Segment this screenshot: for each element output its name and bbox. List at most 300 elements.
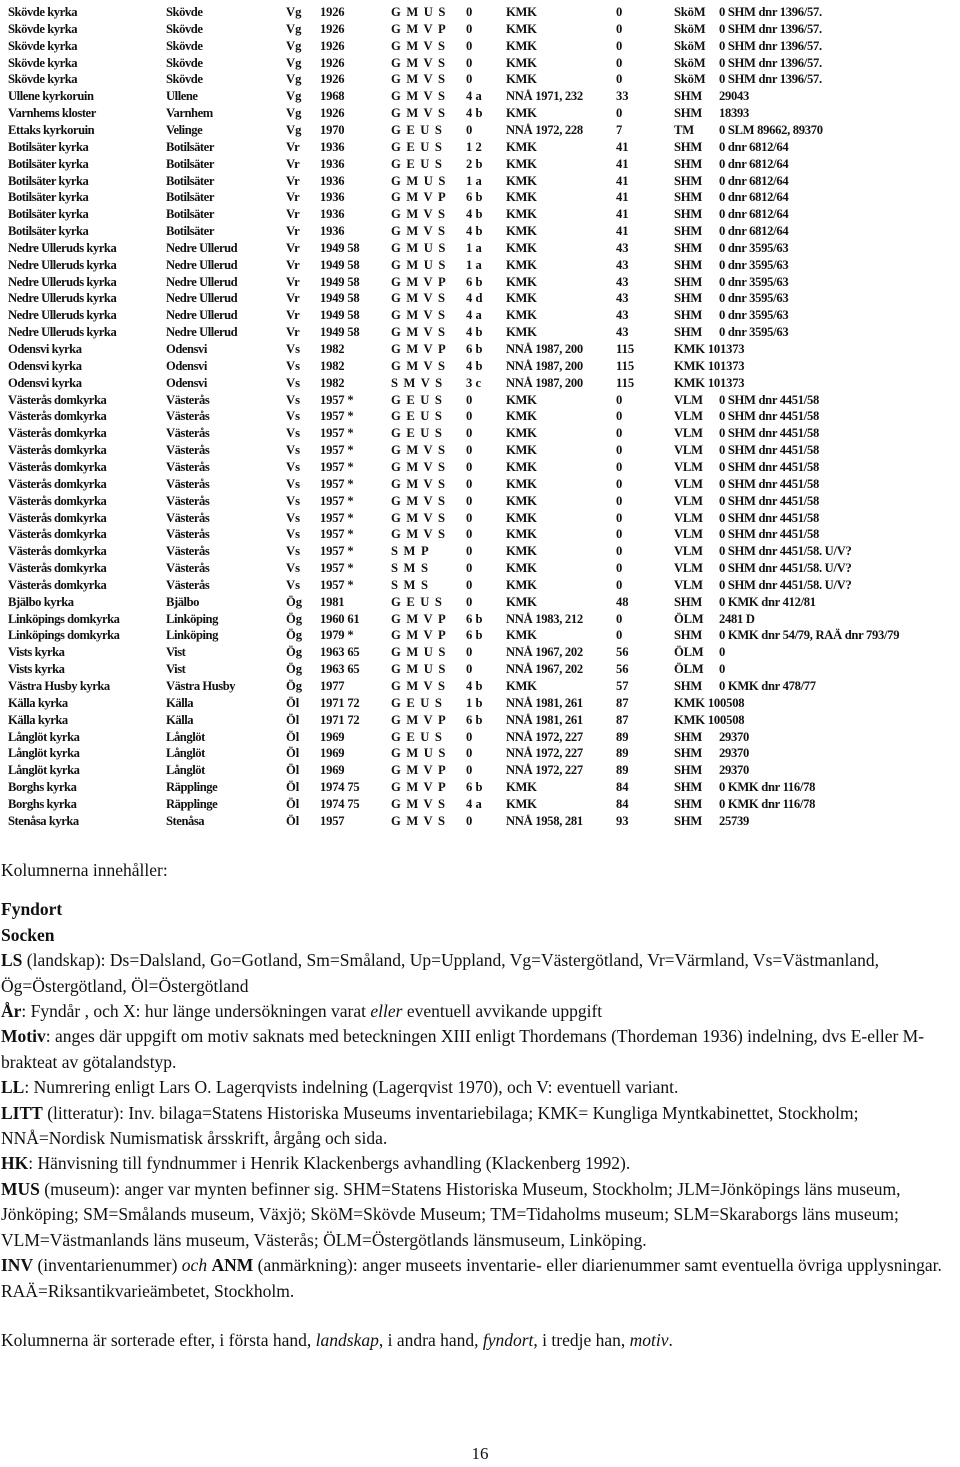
cell-inv: 0 SHM dnr 4451/58 [719, 510, 819, 525]
cell-ar: 1936 [320, 190, 345, 205]
cell-fyndort: Varnhems kloster [8, 106, 96, 121]
cell-ll: 0 [466, 662, 473, 677]
cell-motiv: G M V P [391, 21, 447, 36]
cell-landskap: Ög [286, 662, 303, 677]
cell-motiv: G M V P [391, 342, 447, 356]
cell-inv: 0 SHM dnr 4451/58. U/V? [719, 577, 852, 592]
cell-mus: VLM [674, 561, 703, 576]
cell-hk: 0 [616, 577, 623, 592]
cell-hk: 0 [616, 426, 623, 441]
cell-ar: 1969 [320, 763, 345, 778]
cell-mus: SHM [674, 106, 703, 121]
cell-hk: 33 [616, 89, 629, 104]
cell-socken: Skövde [166, 55, 203, 70]
cell-mus: SHM [674, 594, 703, 609]
cell-hk: 41 [616, 173, 629, 188]
cell-inv: 0 dnr 6812/64 [719, 139, 789, 154]
cell-litt: NNÅ 1972, 227 [506, 729, 583, 744]
cell-litt: KMK [506, 577, 537, 592]
cell-socken: Ullene [166, 89, 198, 104]
cell-motiv: G M U S [391, 662, 447, 677]
cell-hk: 41 [616, 224, 629, 239]
cell-landskap: Vs [286, 375, 300, 390]
cell-motiv: G M V S [391, 493, 447, 508]
cell-socken: Vist [166, 662, 186, 677]
legend-hk: HK: Hänvisning till fyndnummer i Henrik Klackenbergs avhandling (Klackenberg 1992). [1, 1153, 631, 1174]
cell-ll: 6 b [466, 342, 483, 356]
cell-ar: 1971 72 [320, 712, 360, 727]
cell-landskap: Vr [286, 240, 300, 255]
cell-mus: SHM [674, 89, 703, 104]
cell-fyndort: Västra Husby kyrka [8, 679, 110, 693]
cell-ll: 0 [466, 38, 473, 53]
cell-inv: 0 dnr 6812/64 [719, 190, 789, 205]
cell-inv: 0 SHM dnr 1396/57. [719, 38, 822, 53]
cell-ar: 1979 * [320, 628, 354, 643]
table-row [8, 425, 960, 442]
table-row [8, 189, 960, 206]
cell-motiv: G M V S [391, 291, 447, 306]
cell-mus: SHM [674, 173, 703, 188]
cell-socken: Räpplinge [166, 780, 218, 795]
cell-mus: SHM [674, 291, 703, 306]
cell-ll: 1 2 [466, 139, 482, 154]
cell-motiv: S M S [391, 577, 430, 592]
cell-mus: KMK 100508 [674, 695, 745, 710]
cell-fyndort: Västerås domkyrka [8, 443, 107, 458]
cell-mus: SHM [674, 796, 703, 811]
cell-ll: 0 [466, 426, 473, 441]
cell-landskap: Vs [286, 577, 300, 592]
cell-mus: KMK 101373 [674, 375, 745, 390]
cell-socken: Nedre Ullerud [166, 291, 238, 306]
cell-fyndort: Odensvi kyrka [8, 358, 82, 373]
cell-socken: Nedre Ullerud [166, 325, 238, 340]
cell-motiv: G M U S [391, 257, 447, 272]
cell-litt: NNÅ 1981, 261 [506, 712, 583, 727]
cell-ll: 4 b [466, 325, 483, 340]
cell-litt: KMK [506, 476, 537, 491]
cell-landskap: Vg [286, 5, 302, 19]
cell-hk: 0 [616, 38, 623, 53]
table-row [8, 71, 960, 88]
cell-ll: 0 [466, 55, 473, 70]
cell-inv: 0 dnr 3595/63 [719, 274, 789, 289]
legend-sort-order: Kolumnerna är sorterade efter, i första hand, landskap, i andra hand, fyndort, i tredje han, motiv. [1, 1329, 673, 1350]
cell-hk: 84 [616, 796, 629, 811]
cell-landskap: Vr [286, 173, 300, 188]
cell-litt: NNÅ 1967, 202 [506, 645, 583, 660]
cell-landskap: Öl [286, 746, 300, 761]
cell-ar: 1949 58 [320, 240, 360, 255]
table-row [8, 729, 960, 746]
cell-mus: VLM [674, 476, 703, 491]
cell-mus: SHM [674, 240, 703, 255]
cell-ar: 1957 * [320, 561, 354, 576]
cell-fyndort: Stenåsa kyrka [8, 813, 79, 828]
cell-mus: KMK 101373 [674, 342, 745, 356]
cell-landskap: Vs [286, 493, 300, 508]
cell-ar: 1926 [320, 38, 345, 53]
cell-motiv: G M V S [391, 207, 447, 222]
cell-inv: 0 SHM dnr 4451/58. U/V? [719, 561, 852, 576]
cell-hk: 43 [616, 274, 629, 289]
table-row [8, 745, 960, 762]
cell-socken: Nedre Ullerud [166, 308, 238, 323]
table-row [8, 105, 960, 122]
cell-fyndort: Nedre Ulleruds kyrka [8, 325, 117, 340]
table-row [8, 139, 960, 156]
cell-socken: Västerås [166, 544, 210, 559]
table-row [8, 779, 960, 796]
cell-landskap: Vs [286, 544, 300, 559]
cell-motiv: G E U S [391, 409, 444, 424]
cell-mus: ÖLM [674, 662, 704, 677]
cell-fyndort: Botilsäter kyrka [8, 173, 89, 188]
cell-hk: 0 [616, 611, 623, 626]
cell-fyndort: Västerås domkyrka [8, 426, 107, 441]
cell-socken: Långlöt [166, 729, 205, 744]
cell-mus: VLM [674, 443, 703, 458]
cell-mus: VLM [674, 459, 703, 474]
cell-fyndort: Botilsäter kyrka [8, 207, 89, 222]
table-row [8, 274, 960, 291]
cell-socken: Skövde [166, 5, 203, 19]
cell-litt: KMK [506, 561, 537, 576]
cell-litt: KMK [506, 156, 537, 171]
cell-motiv: G M V S [391, 89, 447, 104]
cell-hk: 0 [616, 55, 623, 70]
cell-ar: 1957 * [320, 544, 354, 559]
cell-inv: 0 KMK dnr 412/81 [719, 594, 816, 609]
cell-litt: KMK [506, 459, 537, 474]
cell-litt: KMK [506, 207, 537, 222]
cell-ll: 0 [466, 544, 473, 559]
cell-motiv: G M V P [391, 274, 447, 289]
legend-ls: LS (landskap): Ds=Dalsland, Go=Gotland, Sm=Småland, Up=Uppland, Vg=Västergötland, Vr=Värmland, Vs=Västmanland, Ög=Östergötland, Öl=Östergötland [1, 950, 879, 996]
cell-litt: KMK [506, 796, 537, 811]
table-row [8, 307, 960, 324]
cell-inv: 0 dnr 3595/63 [719, 325, 789, 340]
cell-ll: 4 d [466, 291, 483, 306]
cell-mus: VLM [674, 392, 703, 407]
legend-socken: Socken [1, 924, 55, 945]
cell-inv: 29370 [719, 746, 749, 761]
cell-inv: 0 KMK dnr 478/77 [719, 679, 816, 693]
cell-ll: 0 [466, 459, 473, 474]
cell-ll: 0 [466, 493, 473, 508]
table-row [8, 240, 960, 257]
cell-motiv: G M V S [391, 476, 447, 491]
cell-litt: KMK [506, 308, 537, 323]
cell-motiv: G M V S [391, 72, 447, 87]
cell-fyndort: Källa kyrka [8, 712, 68, 727]
cell-ll: 0 [466, 5, 473, 19]
cell-ll: 0 [466, 729, 473, 744]
cell-ll: 4 b [466, 224, 483, 239]
cell-mus: VLM [674, 426, 703, 441]
cell-hk: 56 [616, 662, 629, 677]
cell-socken: Botilsäter [166, 173, 214, 188]
cell-motiv: G M V P [391, 628, 447, 643]
cell-ar: 1949 58 [320, 257, 360, 272]
cell-hk: 89 [616, 729, 629, 744]
cell-hk: 89 [616, 746, 629, 761]
cell-landskap: Vs [286, 358, 300, 373]
table-row [8, 526, 960, 543]
cell-hk: 41 [616, 156, 629, 171]
cell-fyndort: Skövde kyrka [8, 72, 78, 87]
cell-socken: Nedre Ullerud [166, 257, 238, 272]
cell-fyndort: Västerås domkyrka [8, 409, 107, 424]
cell-ar: 1974 75 [320, 780, 360, 795]
cell-hk: 41 [616, 139, 629, 154]
cell-ar: 1957 * [320, 510, 354, 525]
cell-fyndort: Skövde kyrka [8, 55, 78, 70]
table-row [8, 695, 960, 712]
cell-ar: 1949 58 [320, 325, 360, 340]
cell-mus: VLM [674, 409, 703, 424]
cell-mus: TM [674, 122, 694, 137]
cell-socken: Botilsäter [166, 156, 214, 171]
table-row [8, 408, 960, 425]
table-row [8, 577, 960, 594]
page-number: 16 [471, 1444, 489, 1463]
cell-fyndort: Nedre Ulleruds kyrka [8, 274, 117, 289]
cell-ll: 6 b [466, 712, 483, 727]
cell-landskap: Vg [286, 55, 302, 70]
cell-ar: 1969 [320, 729, 345, 744]
cell-inv: 18393 [719, 106, 749, 121]
cell-fyndort: Linköpings domkyrka [8, 611, 120, 626]
table-row [8, 122, 960, 139]
cell-motiv: G E U S [391, 426, 444, 441]
cell-hk: 43 [616, 240, 629, 255]
cell-hk: 87 [616, 695, 629, 710]
cell-socken: Velinge [166, 122, 203, 137]
cell-hk: 0 [616, 527, 623, 542]
cell-litt: NNÅ 1981, 261 [506, 695, 583, 710]
cell-motiv: G M V S [391, 358, 447, 373]
cell-litt: NNÅ 1972, 227 [506, 763, 583, 778]
table-row [8, 88, 960, 105]
cell-litt: KMK [506, 55, 537, 70]
cell-hk: 43 [616, 308, 629, 323]
cell-fyndort: Ullene kyrkoruin [8, 89, 94, 104]
cell-socken: Västerås [166, 392, 210, 407]
cell-litt: NNÅ 1971, 232 [506, 89, 583, 104]
cell-ar: 1957 * [320, 409, 354, 424]
cell-ar: 1969 [320, 746, 345, 761]
cell-mus: KMK 101373 [674, 358, 745, 373]
cell-hk: 41 [616, 190, 629, 205]
cell-hk: 89 [616, 763, 629, 778]
cell-hk: 57 [616, 679, 629, 693]
cell-ar: 1936 [320, 224, 345, 239]
cell-inv: 0 KMK dnr 54/79, RAÄ dnr 793/79 [719, 628, 900, 643]
cell-motiv: G M V S [391, 443, 447, 458]
cell-ar: 1971 72 [320, 695, 360, 710]
cell-motiv: G M V S [391, 224, 447, 239]
cell-litt: KMK [506, 544, 537, 559]
cell-ll: 4 a [466, 796, 482, 811]
cell-motiv: G E U S [391, 122, 444, 137]
cell-landskap: Vr [286, 291, 300, 306]
cell-ll: 0 [466, 476, 473, 491]
table-row [8, 796, 960, 813]
cell-socken: Västerås [166, 510, 210, 525]
cell-ll: 4 a [466, 308, 482, 323]
cell-fyndort: Botilsäter kyrka [8, 224, 89, 239]
cell-landskap: Vr [286, 156, 300, 171]
cell-landskap: Vr [286, 257, 300, 272]
cell-mus: SHM [674, 207, 703, 222]
cell-motiv: G M V S [391, 55, 447, 70]
cell-fyndort: Skövde kyrka [8, 38, 78, 53]
table-row [8, 156, 960, 173]
cell-motiv: G M V S [391, 308, 447, 323]
table-row [8, 712, 960, 729]
cell-socken: Långlöt [166, 763, 205, 778]
cell-mus: SköM [674, 5, 706, 19]
cell-inv: 0 SHM dnr 4451/58 [719, 409, 819, 424]
table-row [8, 627, 960, 644]
cell-fyndort: Botilsäter kyrka [8, 139, 89, 154]
cell-litt: NNÅ 1972, 228 [506, 122, 583, 137]
cell-fyndort: Botilsäter kyrka [8, 156, 89, 171]
cell-landskap: Öl [286, 813, 300, 828]
cell-inv: 0 SHM dnr 4451/58 [719, 493, 819, 508]
cell-motiv: G M V S [391, 813, 447, 828]
cell-hk: 0 [616, 72, 623, 87]
cell-motiv: G M V P [391, 763, 447, 778]
table-row [8, 341, 960, 358]
table-row [8, 21, 960, 38]
cell-litt: KMK [506, 240, 537, 255]
cell-inv: 0 SLM 89662, 89370 [719, 122, 823, 137]
cell-inv: 0 dnr 6812/64 [719, 173, 789, 188]
cell-mus: SHM [674, 679, 703, 693]
cell-hk: 7 [616, 122, 623, 137]
cell-fyndort: Västerås domkyrka [8, 544, 107, 559]
cell-fyndort: Västerås domkyrka [8, 561, 107, 576]
legend-ar: År: Fyndår , och X: hur länge undersökningen varat eller eventuell avvikande uppgift [1, 1001, 603, 1022]
cell-motiv: G M U S [391, 645, 447, 660]
cell-litt: KMK [506, 493, 537, 508]
cell-motiv: G E U S [391, 156, 444, 171]
cell-landskap: Vs [286, 459, 300, 474]
cell-mus: SköM [674, 21, 706, 36]
cell-socken: Vist [166, 645, 186, 660]
cell-inv: 0 KMK dnr 116/78 [719, 796, 816, 811]
cell-litt: KMK [506, 139, 537, 154]
cell-mus: SHM [674, 813, 703, 828]
cell-ar: 1963 65 [320, 645, 360, 660]
cell-litt: NNÅ 1958, 281 [506, 813, 583, 828]
cell-landskap: Ög [286, 679, 303, 693]
cell-mus: ÖLM [674, 645, 704, 660]
cell-landskap: Vg [286, 38, 302, 53]
cell-fyndort: Nedre Ulleruds kyrka [8, 291, 117, 306]
cell-fyndort: Långlöt kyrka [8, 746, 80, 761]
cell-hk: 43 [616, 325, 629, 340]
cell-landskap: Vs [286, 561, 300, 576]
cell-socken: Västra Husby [166, 679, 236, 693]
cell-fyndort: Västerås domkyrka [8, 577, 107, 592]
cell-socken: Skövde [166, 72, 203, 87]
table-row [8, 459, 960, 476]
cell-inv: 0 SHM dnr 4451/58. U/V? [719, 544, 852, 559]
cell-inv: 0 SHM dnr 4451/58 [719, 459, 819, 474]
cell-hk: 48 [616, 594, 629, 609]
cell-motiv: G M U S [391, 746, 447, 761]
cell-socken: Västerås [166, 476, 210, 491]
cell-ll: 3 c [466, 375, 482, 390]
table-row [8, 257, 960, 274]
cell-ll: 4 b [466, 106, 483, 121]
cell-inv: 29043 [719, 89, 749, 104]
cell-motiv: S M P [391, 544, 430, 559]
cell-hk: 0 [616, 5, 623, 19]
table-row [8, 392, 960, 409]
cell-mus: SHM [674, 763, 703, 778]
table-row [8, 543, 960, 560]
cell-ll: 0 [466, 392, 473, 407]
cell-ar: 1981 [320, 594, 345, 609]
cell-ll: 0 [466, 21, 473, 36]
cell-ll: 1 b [466, 695, 483, 710]
cell-motiv: G E U S [391, 594, 444, 609]
cell-fyndort: Bjälbo kyrka [8, 594, 74, 609]
cell-socken: Botilsäter [166, 207, 214, 222]
cell-hk: 0 [616, 409, 623, 424]
cell-landskap: Vs [286, 527, 300, 542]
cell-litt: KMK [506, 325, 537, 340]
cell-socken: Västerås [166, 443, 210, 458]
cell-hk: 0 [616, 561, 623, 576]
cell-motiv: G M V S [391, 679, 447, 693]
cell-hk: 115 [616, 342, 635, 356]
cell-ar: 1936 [320, 156, 345, 171]
cell-landskap: Vs [286, 342, 300, 356]
cell-inv: 0 SHM dnr 1396/57. [719, 72, 822, 87]
cell-hk: 0 [616, 392, 623, 407]
cell-socken: Långlöt [166, 746, 205, 761]
cell-ll: 4 b [466, 679, 483, 693]
cell-landskap: Öl [286, 712, 300, 727]
cell-ll: 0 [466, 122, 473, 137]
table-row [8, 661, 960, 678]
cell-socken: Varnhem [166, 106, 213, 121]
cell-landskap: Vg [286, 89, 302, 104]
cell-inv: 0 SHM dnr 4451/58 [719, 426, 819, 441]
cell-litt: KMK [506, 106, 537, 121]
cell-ll: 0 [466, 594, 473, 609]
cell-ll: 0 [466, 527, 473, 542]
cell-socken: Linköping [166, 628, 218, 643]
cell-mus: SHM [674, 156, 703, 171]
cell-landskap: Vr [286, 190, 300, 205]
cell-litt: NNÅ 1987, 200 [506, 342, 583, 356]
cell-mus: SHM [674, 274, 703, 289]
cell-motiv: G E U S [391, 392, 444, 407]
cell-ll: 6 b [466, 190, 483, 205]
table-row [8, 678, 960, 695]
cell-socken: Västerås [166, 493, 210, 508]
cell-ll: 6 b [466, 611, 483, 626]
cell-fyndort: Nedre Ulleruds kyrka [8, 308, 117, 323]
legend-ll: LL: Numrering enligt Lars O. Lagerqvists indelning (Lagerqvist 1970), och V: eventuell variant. [1, 1077, 679, 1098]
